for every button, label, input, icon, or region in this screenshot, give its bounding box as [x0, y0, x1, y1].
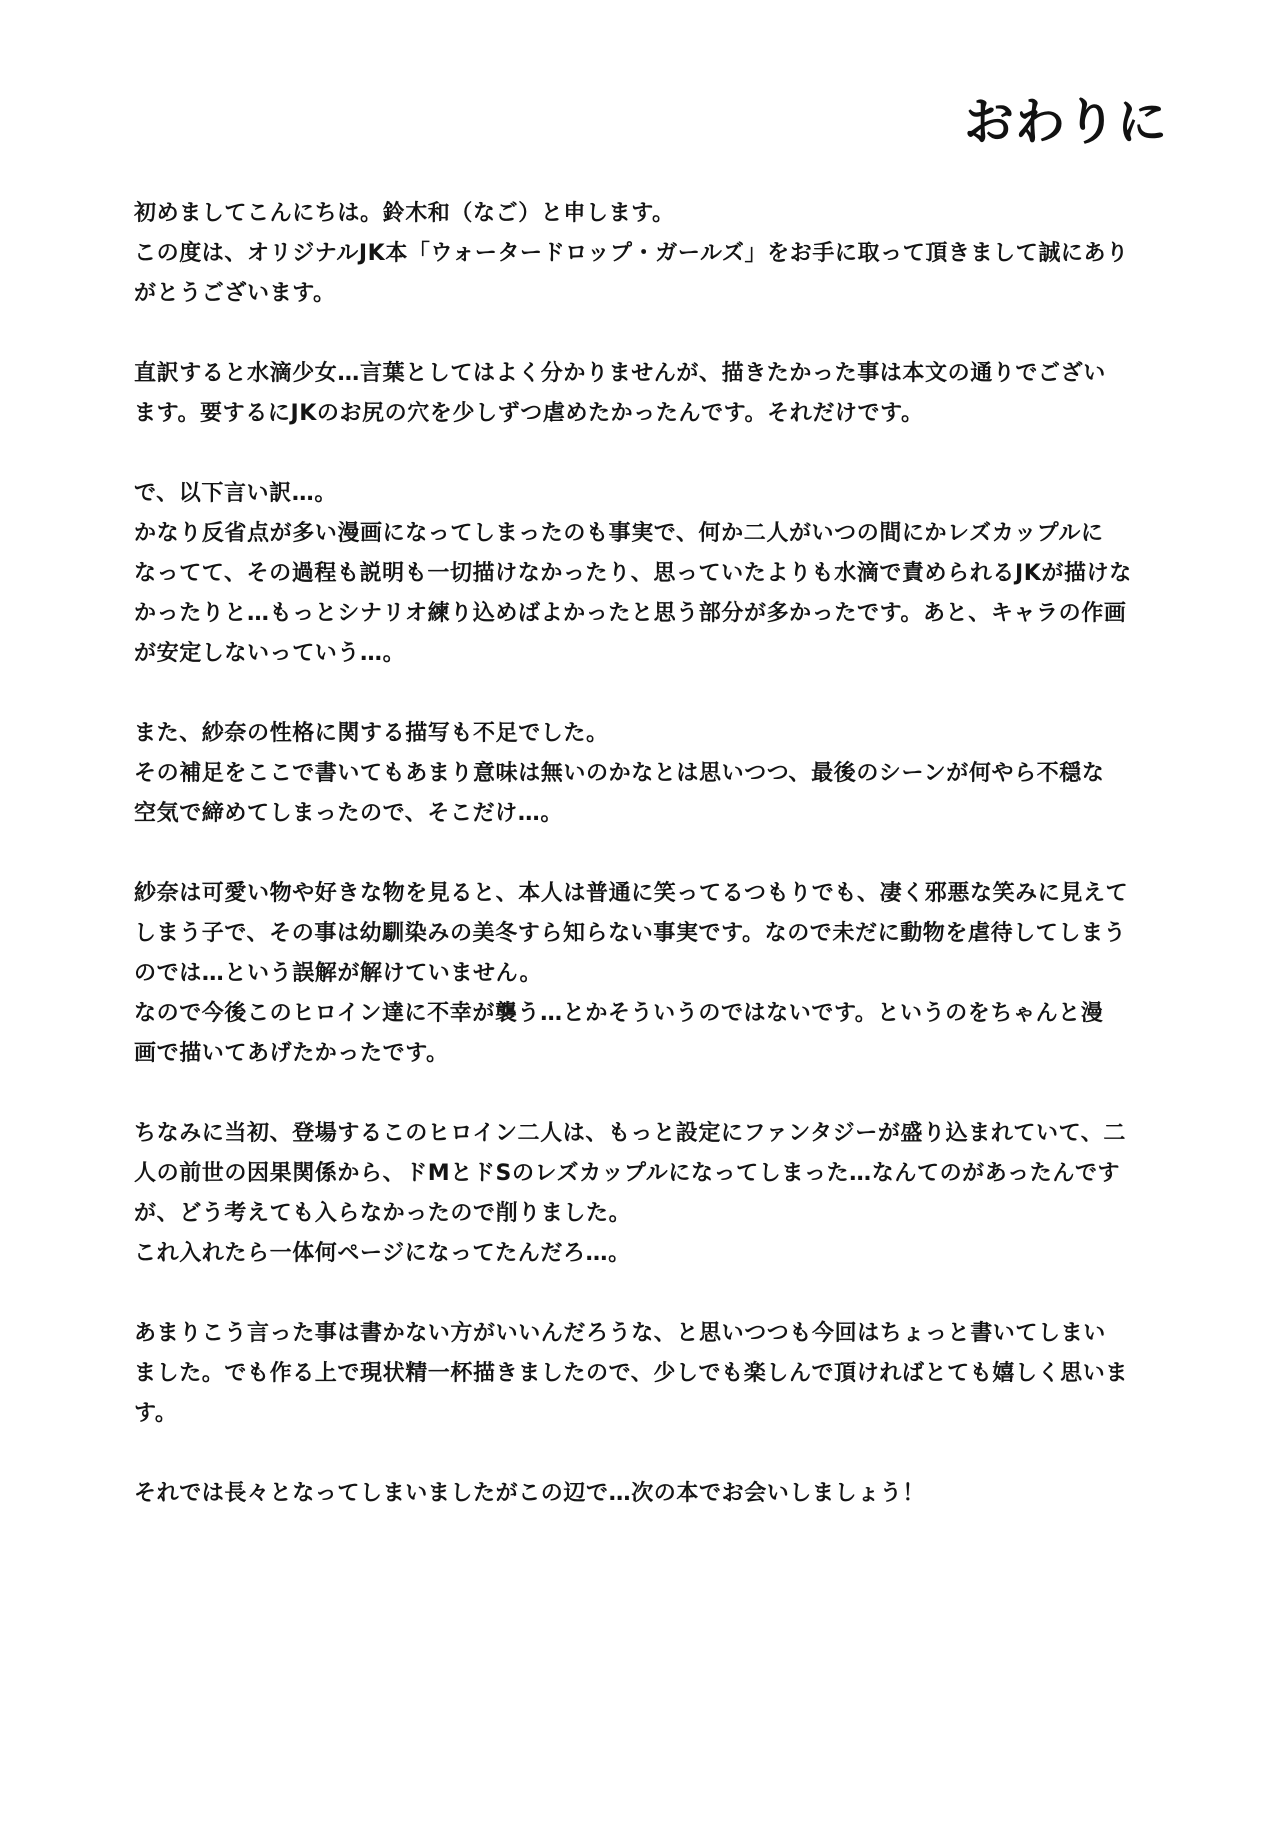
text-line: これ入れたら一体何ページになってたんだろ…。	[134, 1241, 631, 1266]
paragraph	[134, 354, 1124, 434]
paragraph	[134, 474, 1132, 674]
paragraph	[134, 714, 1124, 834]
paragraph	[134, 194, 1129, 314]
paragraph	[134, 1314, 1128, 1434]
text-line: なので今後このヒロイン達に不幸が襲う…とかそういうのではないです。というのをちゃんと漫	[134, 1001, 1104, 1026]
paragraph	[134, 874, 1129, 1074]
text-line: が、どう考えても入らなかったので削りました。	[134, 1201, 632, 1226]
page-title: おわりに	[964, 93, 1168, 151]
text-line: のでは…という誤解が解けていません。	[134, 961, 543, 986]
text-line: かったりと…もっとシナリオ練り込めばよかったと思う部分が多かったです。あと、キャラの作画	[134, 601, 1127, 626]
text-line: ます。要するにJKのお尻の穴を少しずつ虐めたかったんです。それだけです。	[134, 401, 924, 426]
text-line: 人の前世の因果関係から、ドMとドSのレズカップルになってしまった…なんてのがあったんです	[134, 1161, 1121, 1186]
text-line: しまう子で、その事は幼馴染みの美冬すら知らない事実です。なので未だに動物を虐待してしまう	[134, 921, 1127, 946]
text-line: がとうございます。	[134, 281, 336, 306]
text-line: ました。でも作る上で現状精一杯描きましたので、少しでも楽しんで頂ければとても嬉しく思いま	[134, 1361, 1128, 1386]
text-line: ちなみに当初、登場するこのヒロイン二人は、もっと設定にファンタジーが盛り込まれていて、二	[134, 1121, 1126, 1146]
text-line: で、以下言い訳…。	[134, 481, 337, 506]
text-line: かなり反省点が多い漫画になってしまったのも事実で、何か二人がいつの間にかレズカップルに	[134, 521, 1104, 546]
text-line: あまりこう言った事は書かない方がいいんだろうな、と思いつつも今回はちょっと書いてしまい	[134, 1321, 1106, 1346]
text-line: す。	[134, 1401, 178, 1426]
text-line: 紗奈は可愛い物や好きな物を見ると、本人は普通に笑ってるつもりでも、凄く邪悪な笑みに見えて	[134, 881, 1129, 906]
text-line: 画で描いてあげたかったです。	[134, 1041, 449, 1066]
text-line: なってて、その過程も説明も一切描けなかったり、思っていたよりも水滴で責められるJKが描けな	[134, 561, 1132, 586]
text-line: この度は、オリジナルJK本「ウォータードロップ・ガールズ」をお手に取って頂きまして誠にあり	[134, 241, 1129, 266]
text-line: その補足をここで書いてもあまり意味は無いのかなとは思いつつ、最後のシーンが何やら不穏な	[134, 761, 1105, 786]
text-line: 初めましてこんにちは。鈴木和（なご）と申します。	[134, 201, 675, 226]
text-line: 空気で締めてしまったので、そこだけ…。	[134, 801, 563, 826]
text-line: が安定しないっていう…。	[134, 641, 406, 666]
paragraph	[134, 1114, 1124, 1274]
text-line: また、紗奈の性格に関する描写も不足でした。	[134, 721, 609, 746]
paragraph	[134, 1474, 1124, 1514]
text-line: 直訳すると水滴少女…言葉としてはよく分かりませんが、描きたかった事は本文の通りでござい	[134, 361, 1106, 386]
text-line: それでは長々となってしまいましたがこの辺で…次の本でお会いしましょう！	[134, 1481, 926, 1506]
afterword-body	[134, 194, 1132, 1554]
